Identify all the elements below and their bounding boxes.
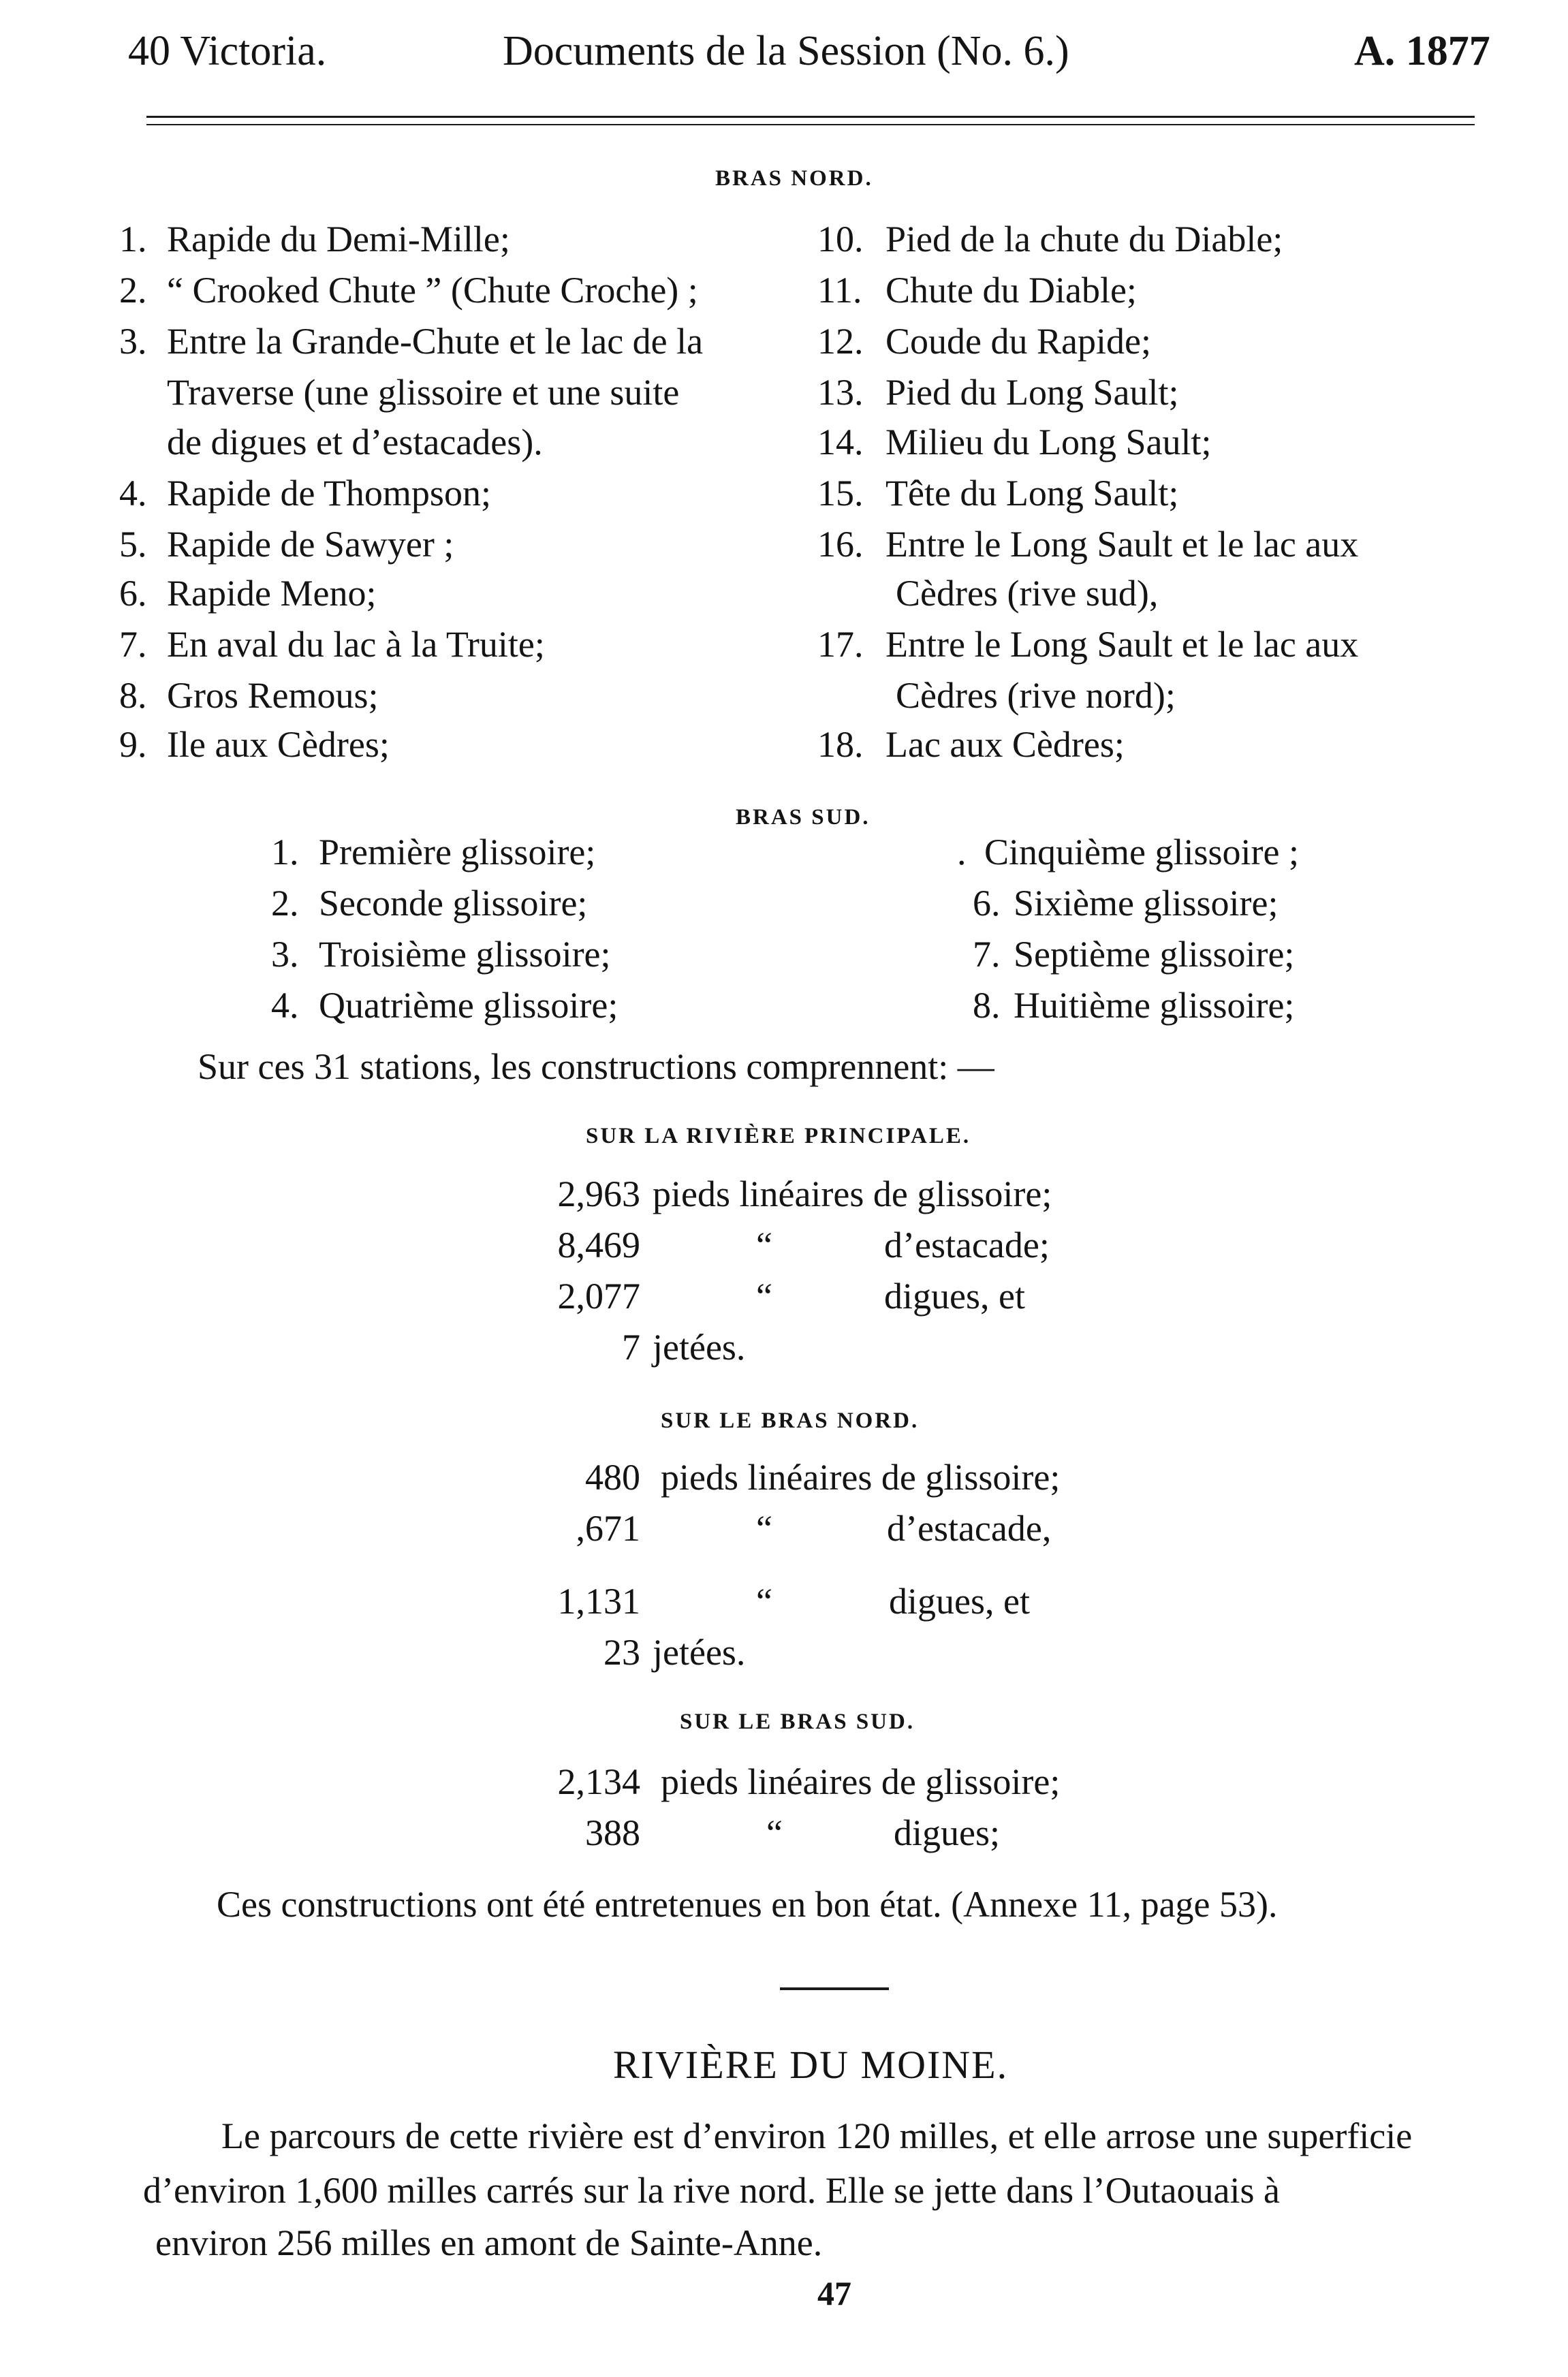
- list-item: 18. Lac aux Cèdres;: [817, 724, 1125, 765]
- list-item: 14. Milieu du Long Sault;: [817, 422, 1212, 462]
- list-item: 9. Ile aux Cèdres;: [119, 724, 390, 765]
- principale-heading: SUR LA RIVIÈRE PRINCIPALE.: [586, 1124, 971, 1148]
- paragraph-line: environ 256 milles en amont de Sainte-Anne.: [155, 2222, 823, 2263]
- list-item: 8. Gros Remous;: [119, 675, 379, 716]
- header-rule-top: [146, 116, 1475, 118]
- list-item: 13. Pied du Long Sault;: [817, 372, 1179, 413]
- list-item: 7. En aval du lac à la Truite;: [119, 624, 545, 665]
- list-item-continuation: Cèdres (rive nord);: [896, 675, 1176, 716]
- item-cell: digues, et: [889, 1581, 1030, 1622]
- list-item: 1. Rapide du Demi-Mille;: [119, 219, 510, 259]
- section-divider: [780, 1987, 889, 1990]
- intro-sentence: Sur ces 31 stations, les constructions comprennent: —: [198, 1046, 994, 1087]
- list-item-continuation: de digues et d’estacades).: [167, 422, 543, 462]
- section-title: RIVIÈRE DU MOINE.: [613, 2043, 1009, 2087]
- bras-nord-heading: BRAS NORD.: [715, 166, 873, 191]
- ditto-mark: “: [766, 1812, 783, 1853]
- unit-cell: jetées.: [653, 1632, 746, 1673]
- list-item: 3. Troisième glissoire;: [271, 934, 611, 975]
- quantity-cell: 2,134: [557, 1761, 640, 1802]
- list-item: 6. Rapide Meno;: [119, 573, 377, 614]
- list-item: 8. Huitième glissoire;: [973, 985, 1295, 1026]
- quantity-cell: 2,077: [557, 1276, 640, 1317]
- list-item: 3. Entre la Grande-Chute et le lac de la: [119, 321, 704, 362]
- list-item: 2. Seconde glissoire;: [271, 883, 588, 924]
- ditto-mark: “: [756, 1225, 772, 1265]
- unit-cell: pieds linéaires de glissoire;: [661, 1761, 1061, 1802]
- ditto-mark: “: [756, 1276, 772, 1317]
- list-item: 2. “ Crooked Chute ” (Chute Croche) ;: [119, 270, 698, 311]
- quantity-cell: 23: [603, 1632, 640, 1673]
- paragraph-line: Le parcours de cette rivière est d’environ 120 milles, et elle arrose une superficie: [221, 2115, 1413, 2156]
- unit-cell: pieds linéaires de glissoire;: [653, 1174, 1052, 1214]
- ditto-mark: “: [756, 1581, 772, 1622]
- list-item: 6. Sixième glissoire;: [973, 883, 1279, 924]
- list-item: 5. Rapide de Sawyer ;: [119, 524, 454, 565]
- unit-cell: jetées.: [653, 1327, 746, 1368]
- quantity-cell: 480: [585, 1457, 640, 1498]
- bras-sud-heading: BRAS SUD.: [736, 805, 871, 830]
- list-item: 15. Tête du Long Sault;: [817, 473, 1179, 514]
- quantity-cell: 388: [585, 1812, 640, 1853]
- quantity-cell: 1,131: [557, 1581, 640, 1622]
- list-item: 7. Septième glissoire;: [973, 934, 1295, 975]
- item-cell: digues;: [894, 1812, 1000, 1853]
- list-item-continuation: Traverse (une glissoire et une suite: [167, 372, 680, 413]
- header-rule-bottom: [146, 124, 1475, 125]
- list-item: 12. Coude du Rapide;: [817, 321, 1151, 362]
- quantity-cell: 2,963: [557, 1174, 640, 1214]
- quantity-cell: 7: [622, 1327, 640, 1368]
- ditto-mark: “: [756, 1508, 772, 1549]
- list-item: 10. Pied de la chute du Diable;: [817, 219, 1283, 259]
- item-cell: d’estacade;: [884, 1225, 1050, 1265]
- list-item: 1. Première glissoire;: [271, 832, 596, 872]
- item-cell: digues, et: [884, 1276, 1025, 1317]
- list-item: . Cinquième glissoire ;: [957, 832, 1299, 872]
- nord-totals-heading: SUR LE BRAS NORD.: [661, 1408, 920, 1433]
- list-item-continuation: Cèdres (rive sud),: [896, 573, 1159, 614]
- header-right: A. 1877: [1354, 28, 1490, 74]
- list-item: 16. Entre le Long Sault et le lac aux: [817, 524, 1359, 565]
- page-number: 47: [817, 2274, 851, 2312]
- quantity-cell: 8,469: [557, 1225, 640, 1265]
- closing-sentence: Ces constructions ont été entretenues en bon état. (Annexe 11, page 53).: [217, 1884, 1278, 1925]
- list-item: 4. Rapide de Thompson;: [119, 473, 491, 514]
- list-item: 17. Entre le Long Sault et le lac aux: [817, 624, 1359, 665]
- header-left: 40 Victoria.: [128, 28, 327, 74]
- quantity-cell: ,671: [576, 1508, 640, 1549]
- item-cell: d’estacade,: [887, 1508, 1052, 1549]
- header-center: Documents de la Session (No. 6.): [503, 28, 1069, 74]
- sud-totals-heading: SUR LE BRAS SUD.: [680, 1710, 915, 1734]
- list-item: 11. Chute du Diable;: [817, 270, 1137, 311]
- unit-cell: pieds linéaires de glissoire;: [661, 1457, 1061, 1498]
- list-item: 4. Quatrième glissoire;: [271, 985, 618, 1026]
- paragraph-line: d’environ 1,600 milles carrés sur la rive nord. Elle se jette dans l’Outaouais à: [143, 2170, 1280, 2211]
